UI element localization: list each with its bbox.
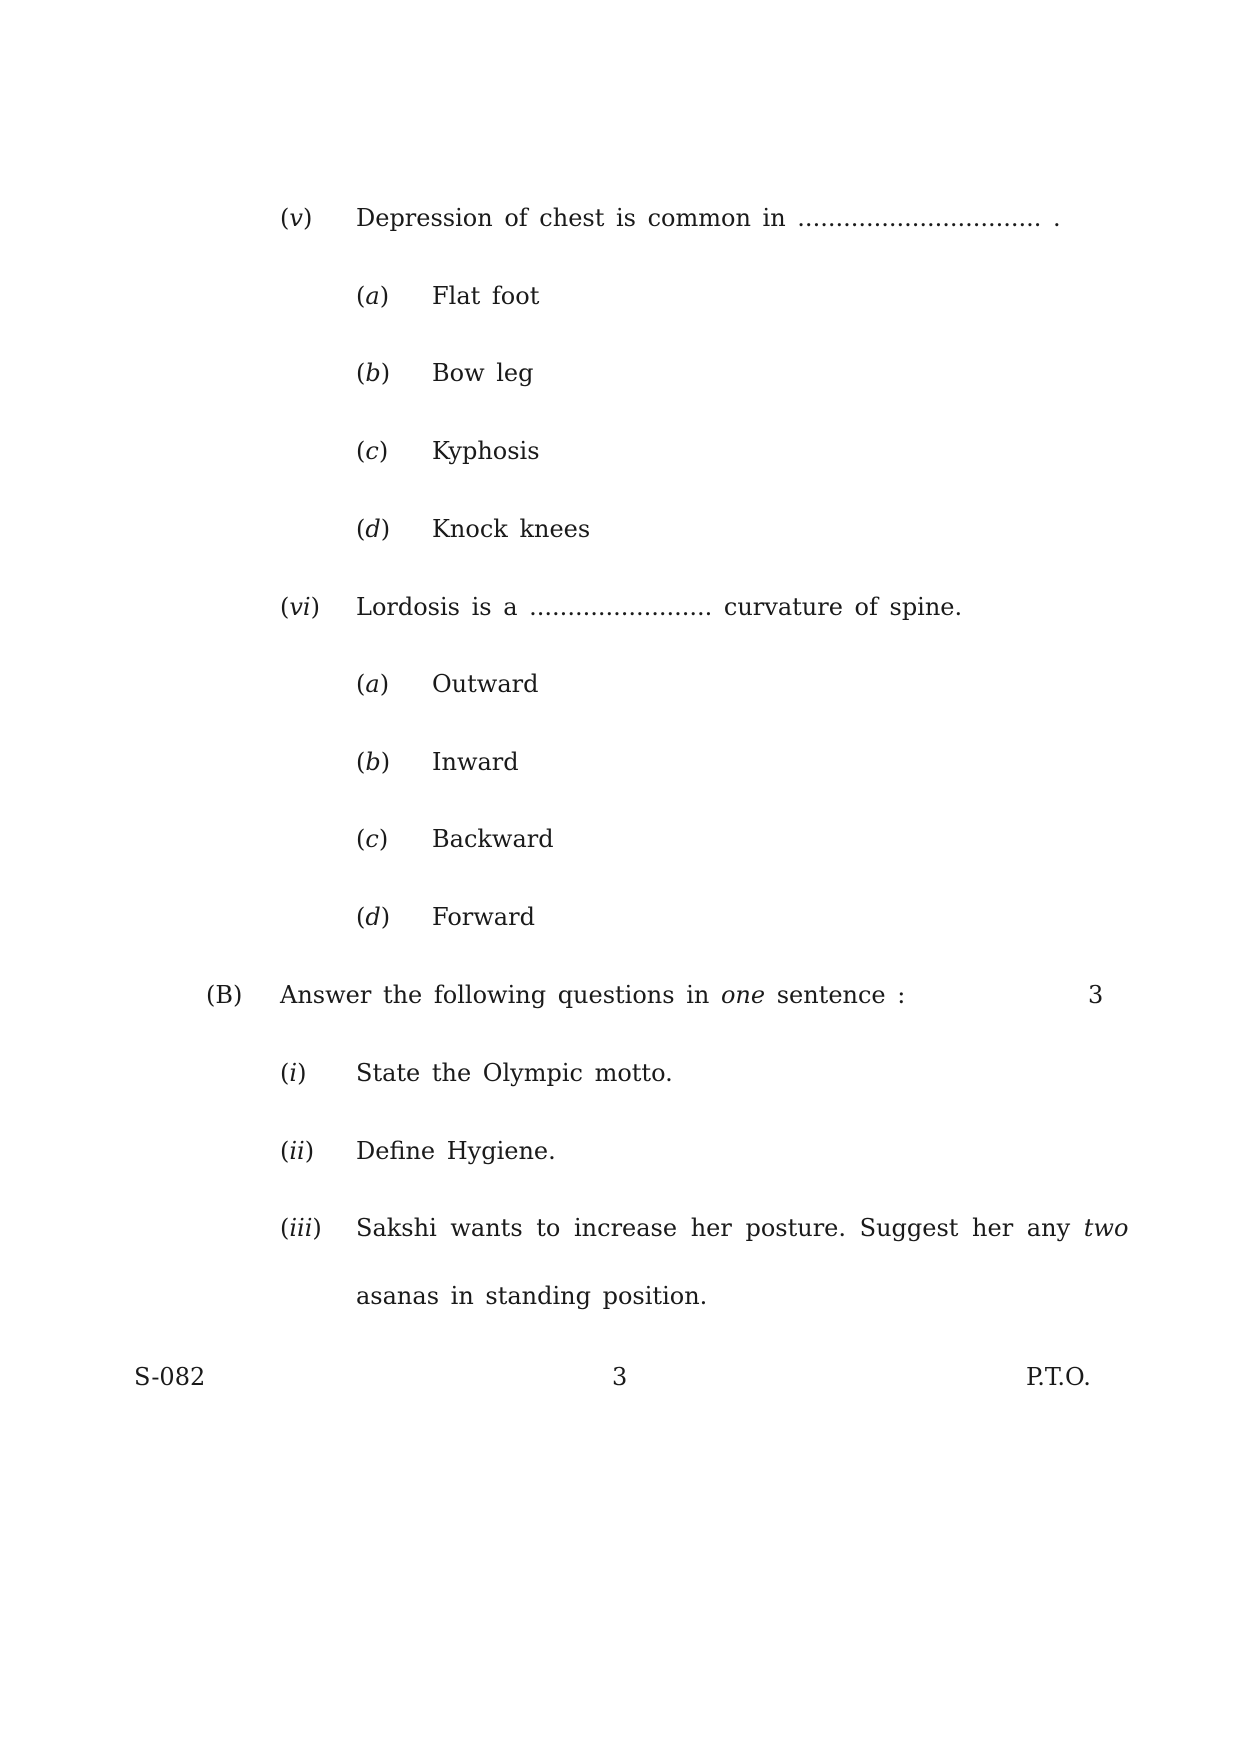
option-text: Flat foot bbox=[432, 282, 540, 310]
page-number: 3 bbox=[612, 1363, 628, 1391]
question-b-i bbox=[0, 1058, 1240, 1088]
option-c bbox=[0, 824, 1240, 854]
option-letter: (c) bbox=[356, 437, 389, 465]
question-text: Sakshi wants to increase her posture. Suggest her any two bbox=[356, 1214, 1129, 1242]
section-instruction: Answer the following questions in one sentence : bbox=[280, 981, 906, 1009]
option-b bbox=[0, 358, 1240, 388]
option-letter: (b) bbox=[356, 359, 391, 387]
option-text: Inward bbox=[432, 748, 519, 776]
option-letter: (a) bbox=[356, 282, 390, 310]
option-letter: (b) bbox=[356, 748, 391, 776]
question-v bbox=[0, 203, 1240, 233]
question-text: State the Olympic motto. bbox=[356, 1059, 673, 1087]
option-b bbox=[0, 747, 1240, 777]
option-c bbox=[0, 436, 1240, 466]
option-letter: (d) bbox=[356, 903, 391, 931]
option-a bbox=[0, 281, 1240, 311]
question-number: (i) bbox=[280, 1059, 307, 1087]
question-number: (vi) bbox=[280, 593, 320, 621]
section-b-header bbox=[0, 980, 1240, 1010]
question-b-iii bbox=[0, 1213, 1240, 1243]
option-text: Backward bbox=[432, 825, 554, 853]
option-letter: (d) bbox=[356, 515, 391, 543]
option-text: Outward bbox=[432, 670, 539, 698]
question-number: (v) bbox=[280, 204, 313, 232]
question-b-ii bbox=[0, 1136, 1240, 1166]
option-d bbox=[0, 902, 1240, 932]
option-a bbox=[0, 669, 1240, 699]
question-number: (ii) bbox=[280, 1137, 315, 1165]
option-d bbox=[0, 514, 1240, 544]
question-text-line2: asanas in standing position. bbox=[356, 1282, 708, 1310]
marks: 3 bbox=[1088, 981, 1104, 1009]
paper-code: S-082 bbox=[134, 1363, 206, 1391]
question-b-iii-continued bbox=[0, 1281, 1240, 1311]
option-letter: (a) bbox=[356, 670, 390, 698]
question-stem: Lordosis is a ........................ curvature of spine. bbox=[356, 593, 963, 621]
question-vi bbox=[0, 592, 1240, 622]
option-text: Bow leg bbox=[432, 359, 534, 387]
option-letter: (c) bbox=[356, 825, 389, 853]
question-number: (iii) bbox=[280, 1214, 322, 1242]
option-text: Knock knees bbox=[432, 515, 591, 543]
section-label: (B) bbox=[206, 981, 243, 1009]
pto-label: P.T.O. bbox=[1026, 1363, 1091, 1391]
option-text: Forward bbox=[432, 903, 535, 931]
question-stem: Depression of chest is common in ................................ . bbox=[356, 204, 1061, 232]
option-text: Kyphosis bbox=[432, 437, 540, 465]
question-text: Define Hygiene. bbox=[356, 1137, 556, 1165]
